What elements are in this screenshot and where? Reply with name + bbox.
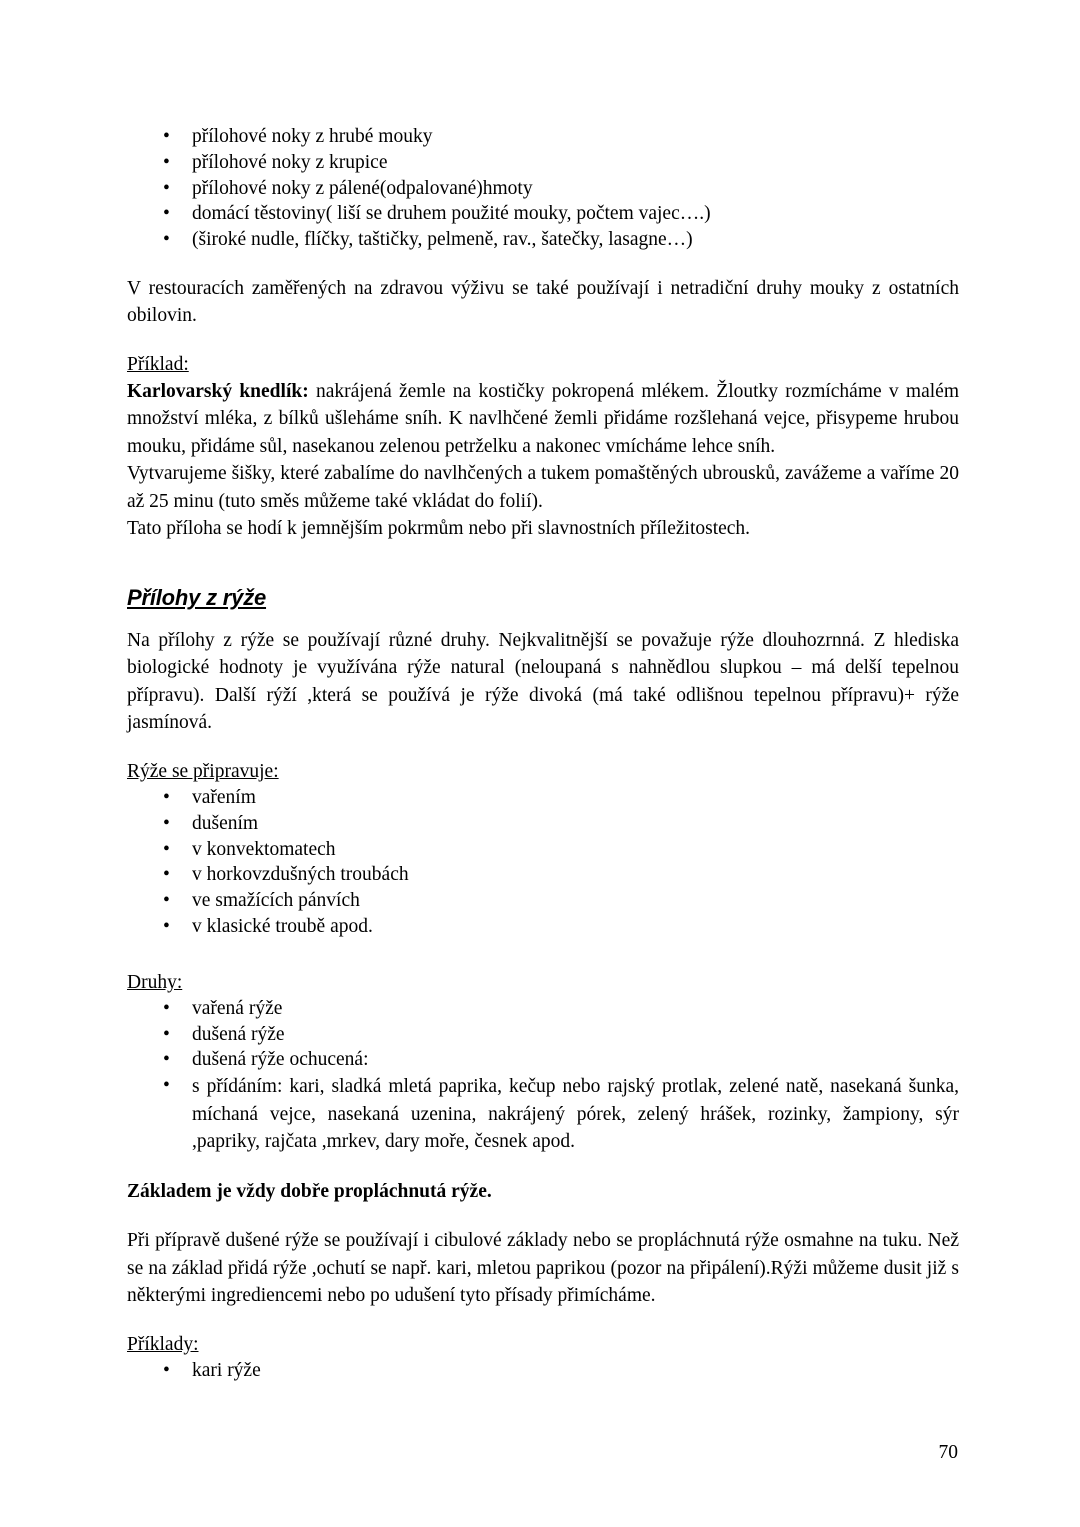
bullet-icon: • bbox=[163, 151, 170, 173]
list-item bbox=[127, 1358, 959, 1384]
knedlik-title: Karlovarský knedlík: bbox=[127, 380, 309, 402]
spacer bbox=[127, 1310, 959, 1332]
list-item-label: s přídáním: kari, sladká mletá paprika, kečup nebo rajský protlak, zelené natě, nasekaná šunka, míchaná vejce, nasekaná uzenina, nakrájený pórek, zelený hrášek, rozinky, žampiony, sýr ,papriky, rajčata ,mrkev, dary moře, česnek apod. bbox=[192, 1076, 959, 1153]
spacer bbox=[127, 253, 959, 275]
list-item-label: přílohové noky z krupice bbox=[192, 151, 388, 173]
list-item bbox=[127, 785, 959, 811]
list-item bbox=[127, 1047, 959, 1073]
bullet-icon: • bbox=[163, 177, 170, 199]
examples-label: Příklady: bbox=[127, 1333, 199, 1355]
types-label-wrapper bbox=[127, 970, 959, 996]
list-item-label: vařená rýže bbox=[192, 997, 283, 1019]
bullet-icon: • bbox=[163, 1359, 170, 1381]
bullet-icon: • bbox=[163, 786, 170, 808]
bullet-icon: • bbox=[163, 126, 170, 147]
steamed-rice-paragraph: Při přípravě dušené rýže se používají i cibulové základy nebo se propláchnutá rýže osmahne na tuku. Než se na základ přidá rýže ,ochutí se např. kari, mletou paprikou (pozor na připálení).Rýži můžeme dusit již s některými ingrediencemi nebo po udušení tyto přísady přimícháme. bbox=[127, 1230, 959, 1307]
bullet-icon: • bbox=[163, 1075, 170, 1097]
bullet-icon: • bbox=[163, 203, 170, 225]
list-item bbox=[127, 201, 959, 227]
knedlik-line-two: Vytvarujeme šišky, které zabalíme do navlhčených a tukem pomaštěných ubrousků, zavážeme a vaříme 20 až 25 minu (tuto směs můžeme také vkládat do folií). bbox=[127, 463, 959, 512]
examples-label-wrapper bbox=[127, 1332, 959, 1358]
list-item bbox=[127, 862, 959, 888]
bullet-icon: • bbox=[163, 997, 170, 1019]
types-label: Druhy: bbox=[127, 971, 183, 993]
rice-intro-paragraph: Na přílohy z rýže se používají různé druhy. Nejkvalitnější se považuje rýže dlouhozrnná. Z hlediska biologické hodnoty je využívána rýže natural (neloupaná s nahnědlou slupkou – má delší tepelnou přípravu). Další rýží ,která se používá je rýže divoká (má také odlišnou tepelnou přípravu)+ rýže jasmínová. bbox=[127, 629, 959, 734]
basis-statement: Základem je vždy dobře propláchnutá rýže. bbox=[127, 1180, 492, 1202]
knedlik-line-three: Tato příloha se hodí k jemnějším pokrmům nebo při slavnostních příležitostech. bbox=[127, 518, 751, 540]
list-item bbox=[127, 150, 959, 176]
bullet-icon: • bbox=[163, 812, 170, 834]
list-item-label: vařením bbox=[192, 786, 256, 808]
preparation-label: Rýže se připravuje: bbox=[127, 760, 279, 782]
example-label-wrapper bbox=[127, 352, 959, 378]
list-item-label: v konvektomatech bbox=[192, 838, 336, 860]
bullet-icon: • bbox=[163, 1023, 170, 1045]
spacer bbox=[127, 330, 959, 352]
list-item bbox=[127, 914, 959, 940]
list-item-label: dušením bbox=[192, 812, 259, 834]
list-item-label: domácí těstoviny( liší se druhem použité mouky, počtem vajec….) bbox=[192, 203, 711, 225]
list-item bbox=[127, 1022, 959, 1048]
spacer bbox=[127, 543, 959, 583]
list-item bbox=[127, 837, 959, 863]
spacer bbox=[127, 613, 959, 627]
knedlik-body: nakrájená žemle na kostičky pokropená mlékem. Žloutky rozmícháme v malém množství mléka, z bílků ušleháme sníh. K navlhčené žemli přidáme rozšlehaná vejce, přisypeme hrubou mouku, přidáme sůl, nasekanou zelenou petrželku a nakonec vmícháme lehce sníh. bbox=[127, 380, 959, 457]
list-item bbox=[127, 811, 959, 837]
list-item-label: dušená rýže ochucená: bbox=[192, 1049, 369, 1071]
list-item-label: přílohové noky z pálené(odpalované)hmoty bbox=[192, 177, 533, 199]
list-item bbox=[127, 176, 959, 202]
list-item-label: (široké nudle, flíčky, taštičky, pelmeně, rav., šatečky, lasagne…) bbox=[192, 229, 693, 251]
list-item-label: přílohové noky z hrubé mouky bbox=[192, 126, 433, 147]
list-item-label: kari rýže bbox=[192, 1359, 261, 1381]
list-item-label: ve smažících pánvích bbox=[192, 890, 360, 912]
list-item-label: dušená rýže bbox=[192, 1023, 285, 1045]
list-item bbox=[127, 124, 959, 150]
noodle-types-list bbox=[127, 124, 959, 253]
bullet-icon: • bbox=[163, 838, 170, 860]
examples-list bbox=[127, 1358, 959, 1384]
page-content bbox=[127, 124, 959, 1383]
restaurants-paragraph: V restouracích zaměřených na zdravou výživu se také používají i netradiční druhy mouky z ostatních obilovin. bbox=[127, 277, 959, 327]
page-number: 70 bbox=[938, 1442, 958, 1463]
example-label: Příklad: bbox=[127, 353, 189, 375]
bullet-icon: • bbox=[163, 890, 170, 912]
list-item bbox=[127, 227, 959, 253]
spacer bbox=[127, 737, 959, 759]
rice-heading-label: Přílohy z rýže bbox=[127, 584, 267, 610]
bullet-icon: • bbox=[163, 864, 170, 886]
preparation-methods-list bbox=[127, 785, 959, 940]
knedlik-paragraph bbox=[127, 378, 959, 461]
page-title bbox=[127, 583, 959, 613]
spacer bbox=[127, 1156, 959, 1178]
list-item bbox=[127, 888, 959, 914]
list-item bbox=[127, 1073, 959, 1156]
list-item-label: v klasické troubě apod. bbox=[192, 915, 373, 937]
bullet-icon: • bbox=[163, 915, 170, 937]
spacer bbox=[127, 1205, 959, 1227]
list-item-label: v horkovzdušných troubách bbox=[192, 864, 409, 886]
bullet-icon: • bbox=[163, 229, 170, 251]
spacer bbox=[127, 940, 959, 970]
bullet-icon: • bbox=[163, 1049, 170, 1071]
preparation-label-wrapper bbox=[127, 759, 959, 785]
rice-types-list bbox=[127, 996, 959, 1156]
list-item bbox=[127, 996, 959, 1022]
